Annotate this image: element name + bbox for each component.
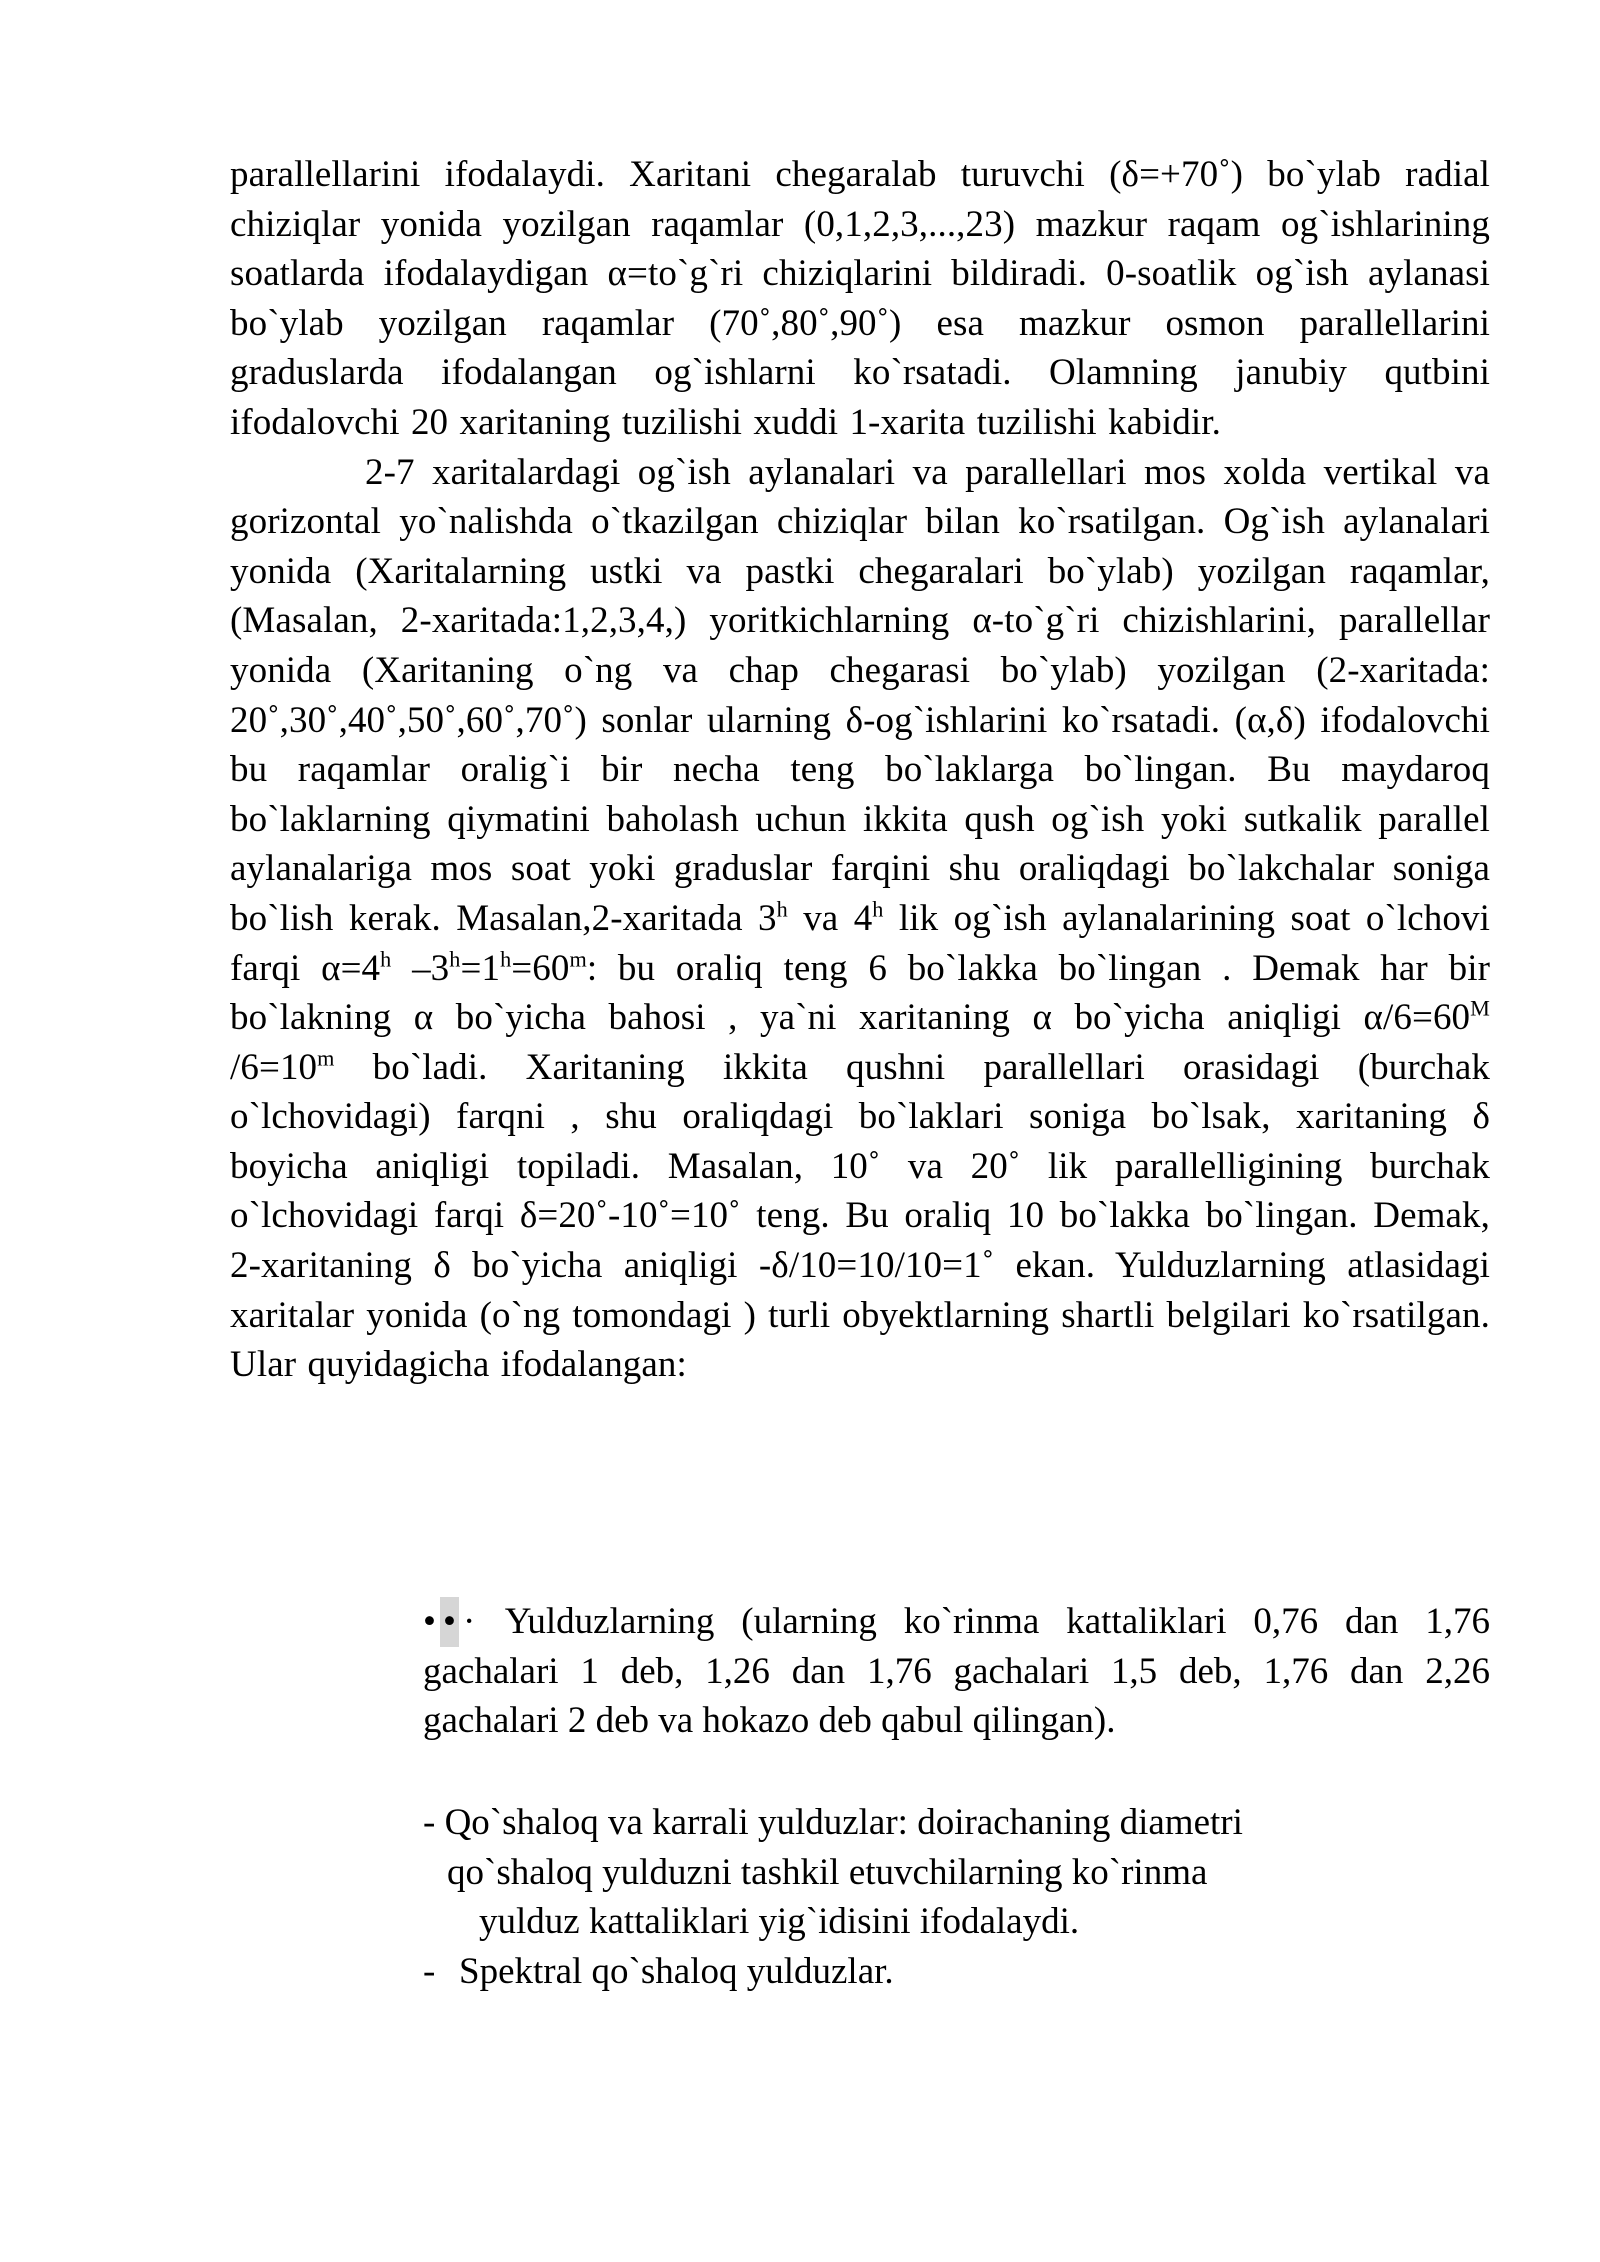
superscript: h: [776, 896, 788, 922]
text-run: 2-7 xaritalardagi og`ish aylanalari va parallellari mos xolda vertikal va gorizontal yo`nalishda o`tkazilgan chiziqlar bilan ko`rsatilgan. Og`ish aylanalari yonida (Xaritalarning ustki va pastki chegaralari bo`ylab) yozilgan raqamlar, (Masalan, 2-xaritada:1,2,3,4,) yoritkichlarning α-to`g`ri chizishlarini, parallellar yonida (Xaritaning o`ng va chap chegarasi bo`ylab) yozilgan (2-xaritada: 20˚,30˚,40˚,50˚,60˚,70˚) sonlar ularning δ-og`ishlarini ko`rsatadi. (α,δ) ifodalovchi bu raqamlar oralig`i bir necha teng bo`laklarga bo`lingan. Bu maydaroq bo`laklarning qiymatini baholash uchun ikkita qush og`ish yoki sutkalik parallel aylanalariga mos soat yoki graduslar farqini shu oraliqdagi bo`lakchalar soniga bo`lish kerak. Masalan,2-xaritada 3: [230, 451, 1490, 939]
list-item-stars: [423, 1597, 1490, 1746]
text-run: lik og`ish aylanalarining soat o`lchovi farqi α=4: [230, 897, 1490, 989]
bullet-icon: •: [440, 1597, 459, 1647]
body-text: [230, 150, 1490, 1390]
text-run: bo`ladi. Xaritaning ikkita qushni parallellari orasidagi (burchak o`lchovidagi) farqni , shu oraliqdagi bo`laklari soniga bo`lsak, xaritaning δ boyicha aniqligi topiladi. Masalan, 10˚ va 20˚ lik parallelligining burchak o`lchovidagi farqi δ=20˚-10˚=10˚ teng. Bu oraliq 10 bo`lakka bo`lingan. Demak, 2-xaritaning δ bo`yicha aniqligi -δ/10=10/10=1˚ ekan. Yulduzlarning atlasidagi xaritalar yonida (o`ng tomondagi ) turli obyektlarning shartli belgilari ko`rsatilgan. Ular quyidagicha ifodalangan:: [230, 1046, 1490, 1386]
text-run: =60: [511, 947, 570, 989]
superscript: h: [872, 896, 884, 922]
list-item-spectral: [423, 1947, 1490, 1997]
superscript: h: [380, 946, 392, 972]
list-item-text: Yulduzlarning (ularning ko`rinma kattaliklari 0,76 dan 1,76 gachalari 1 deb, 1,26 dan 1,76 gachalari 1,5 deb, 1,76 dan 2,26 gachalari 2 deb va hokazo deb qabul qilingan).: [423, 1601, 1490, 1742]
paragraph-2: [230, 448, 1490, 1390]
text-run: va 4: [787, 897, 873, 939]
text-run: =1: [460, 947, 501, 989]
paragraph-1: [230, 150, 1490, 448]
list-item-text: Spektral qo`shaloq yulduzlar.: [459, 1951, 894, 1992]
list-item-line: qo`shaloq yulduzni tashkil etuvchilarning ko`rinma: [447, 1851, 1208, 1893]
list-dash: -: [423, 1951, 436, 1992]
superscript: m: [569, 946, 587, 972]
list-item-line: yulduz kattaliklari yig`idisini ifodalaydi.: [479, 1901, 1080, 1943]
bullet-icon: •: [423, 1601, 436, 1642]
superscript: h: [449, 946, 461, 972]
text-run: : bu oraliq teng 6 bo`lakka bo`lingan . Demak har bir bo`lakning α bo`yicha bahosi , ya`ni xaritaning α bo`yicha aniqligi α/6=60: [230, 947, 1490, 1039]
text-run: –3: [391, 947, 450, 989]
superscript: M: [1470, 995, 1490, 1021]
list-dash: -: [423, 1802, 436, 1843]
superscript: m: [317, 1045, 335, 1071]
list-item-double-stars: [423, 1798, 1490, 1947]
superscript: h: [500, 946, 512, 972]
bullet-icon: ·: [462, 1601, 476, 1642]
list-item-line: Qo`shaloq va karrali yulduzlar: doirachaning diametri: [444, 1802, 1243, 1843]
text-run: parallellarini ifodalaydi. Xaritani chegaralab turuvchi (δ=+70˚) bo`ylab radial chiziqlar yonida yozilgan raqamlar (0,1,2,3,...,23) mazkur raqam og`ishlarining soatlarda ifodalaydigan α=to`g`ri chiziqlarini bildiradi. 0-soatlik og`ish aylanasi bo`ylab yozilgan raqamlar (70˚,80˚,90˚) esa mazkur osmon parallellarini graduslarda ifodalangan og`ishlarni ko`rsatadi. Olamning janubiy qutbini ifodalovchi 20 xaritaning tuzilishi xuddi 1-xarita tuzilishi kabidir.: [230, 154, 1490, 443]
text-run: /6=10: [230, 1046, 318, 1088]
